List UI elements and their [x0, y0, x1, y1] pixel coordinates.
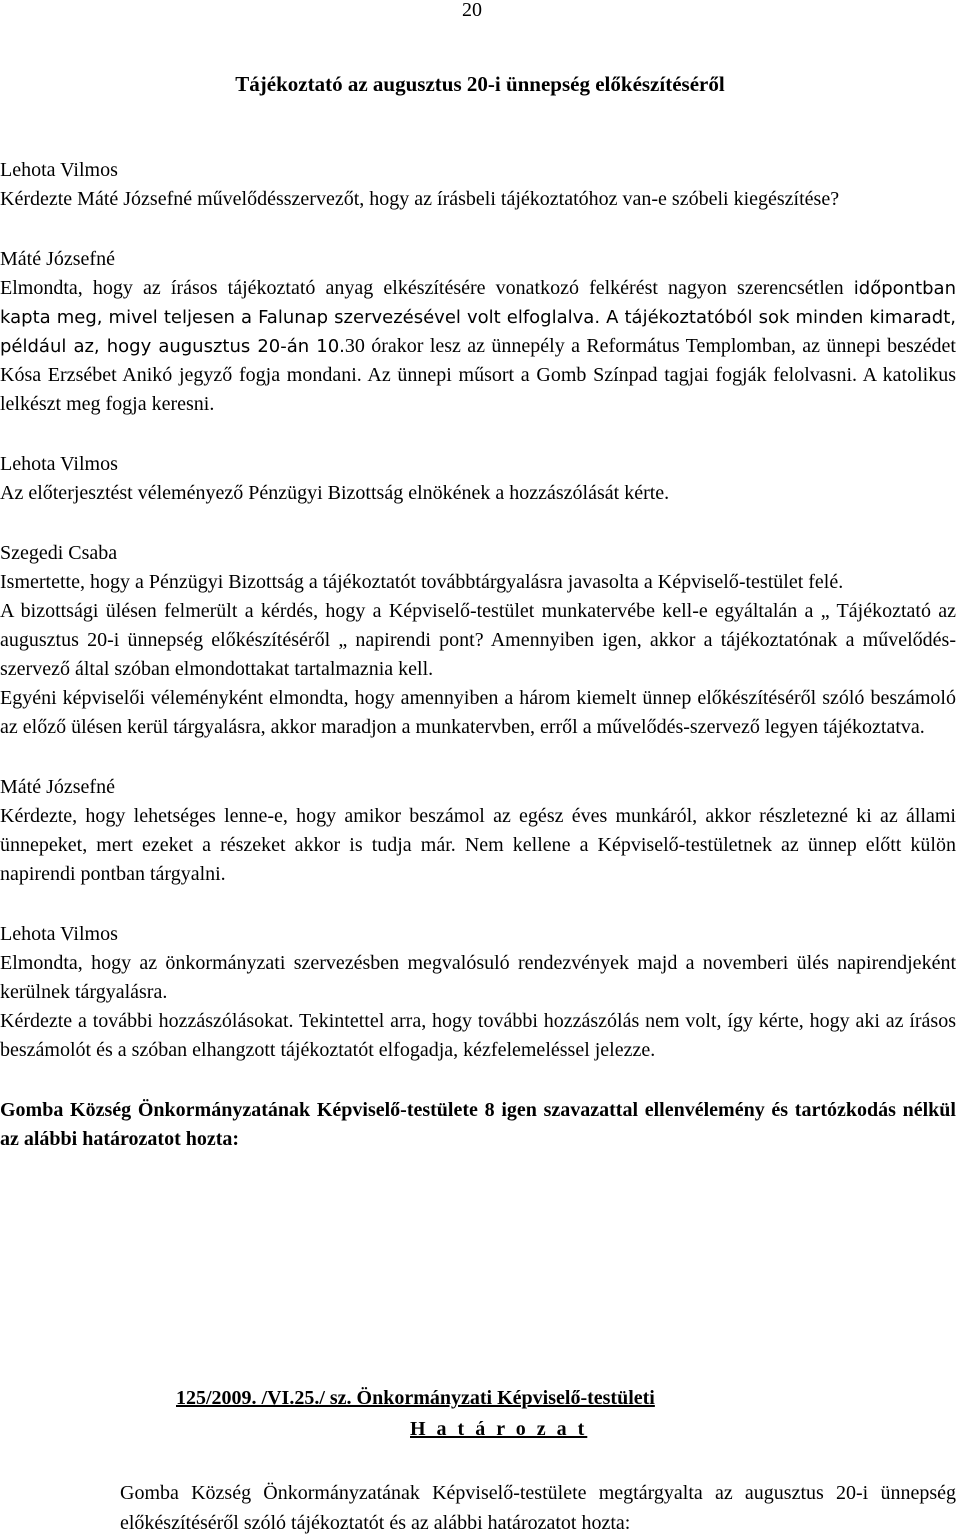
- speaker-name: Lehota Vilmos: [0, 159, 118, 181]
- spacer: [0, 508, 956, 539]
- document-title: Tájékoztató az augusztus 20-i ünnepség előkészítéséről: [235, 72, 725, 96]
- speaker-name: Máté Józsefné: [0, 776, 115, 798]
- minutes-body: [0, 156, 956, 1154]
- spacer: [0, 1065, 956, 1096]
- speaker-paragraph: Kérdezte a további hozzászólásokat. Tekintettel arra, hogy további hozzászólás nem volt, így kérte, hogy aki az írásos beszámolót és a szóban elhangzott tájékoztatót elfogadja, kézfelemeléssel jelezze.: [0, 1010, 956, 1061]
- resolution-number: 125/2009. /VI.25./ sz. Önkormányzati Képviselő-testületi: [176, 1387, 655, 1409]
- page-number: 20: [462, 0, 482, 21]
- speaker-paragraph: Az előterjesztést véleményező Pénzügyi Bizottság elnökének a hozzászólását kérte.: [0, 482, 670, 504]
- speaker-name: Szegedi Csaba: [0, 542, 118, 564]
- speaker-paragraph: [0, 274, 956, 419]
- spacer: [0, 742, 956, 773]
- speaker-paragraph: Kérdezte, hogy lehetséges lenne-e, hogy amikor beszámol az egész éves munkáról, akkor részletezné ki az állami ünnepeket, mert ezeket a részeket akkor is tudja már. Nem kellene a Képviselő-testületnek az ünnep előtt külön napirendi pontban tárgyalni.: [0, 805, 956, 885]
- speaker-name: Lehota Vilmos: [0, 923, 118, 945]
- speaker-name: Máté Józsefné: [0, 248, 115, 270]
- speaker-name: Lehota Vilmos: [0, 453, 118, 475]
- spacer: [0, 419, 956, 450]
- resolution-text: Gomba Község Önkormányzatának Képviselő-testülete megtárgyalta az augusztus 20-i ünnepség előkészítéséről szóló tájékoztatót és az alábbi határozatot hozta:: [120, 1482, 956, 1534]
- vote-statement: Gomba Község Önkormányzatának Képviselő-testülete 8 igen szavazattal ellenvélemény és tartózkodás nélkül az alábbi határozatot hozta:: [0, 1099, 956, 1150]
- speaker-paragraph: Egyéni képviselői véleményként elmondta, hogy amennyiben a három kiemelt ünnep előkészítéséről szóló beszámoló az előző ülésen kerül tárgyalásra, akkor maradjon a munkatervben, erről a művelődés-szervező legyen tájékoztatva.: [0, 687, 956, 738]
- resolution-heading: H a t á r o z a t: [410, 1418, 588, 1440]
- paragraph-segment: 30 órakor lesz az ünnepély a Református Templomban, az ünnepi beszédet Kósa Erzsébet Anikó jegyző fogja mondani. Az ünnepi műsort a Gomb Színpad tagjai fogják felolvasni. A katolikus lelkészt meg fogja keresni.: [0, 335, 956, 415]
- paragraph-segment: Elmondta, hogy az írásos tájékoztató anyag elkészítésére vonatkozó felkérést nagyon szerencsétlen: [0, 277, 854, 299]
- spacer: [0, 889, 956, 920]
- spacer: [0, 214, 956, 245]
- speaker-paragraph: Elmondta, hogy az önkormányzati szervezésben megvalósuló rendezvények majd a novemberi ülés napirendjeként kerülnek tárgyalásra.: [0, 952, 956, 1003]
- speaker-paragraph: Ismertette, hogy a Pénzügyi Bizottság a tájékoztatót továbbtárgyalásra javasolta a Képviselő-testület felé.: [0, 571, 844, 593]
- speaker-paragraph: Kérdezte Máté Józsefné művelődésszervezőt, hogy az írásbeli tájékoztatóhoz van-e szóbeli kiegészítése?: [0, 188, 840, 210]
- speaker-paragraph: A bizottsági ülésen felmerült a kérdés, hogy a Képviselő-testület munkatervébe kell-e egyáltalán a „ Tájékoztató az augusztus 20-i ünnepség előkészítéséről „ napirendi pont? Amennyiben igen, akkor a tájékoztatónak a művelődés-szervező által szóban elmondottakat tartalmaznia kell.: [0, 600, 956, 680]
- paragraph-segment: időpontban kapta meg, mivel teljesen a Falunap szervezésével volt elfoglalva. A tájékoztatóból sok minden kimaradt, például az, hogy augusztus 20-án 10.: [0, 278, 956, 357]
